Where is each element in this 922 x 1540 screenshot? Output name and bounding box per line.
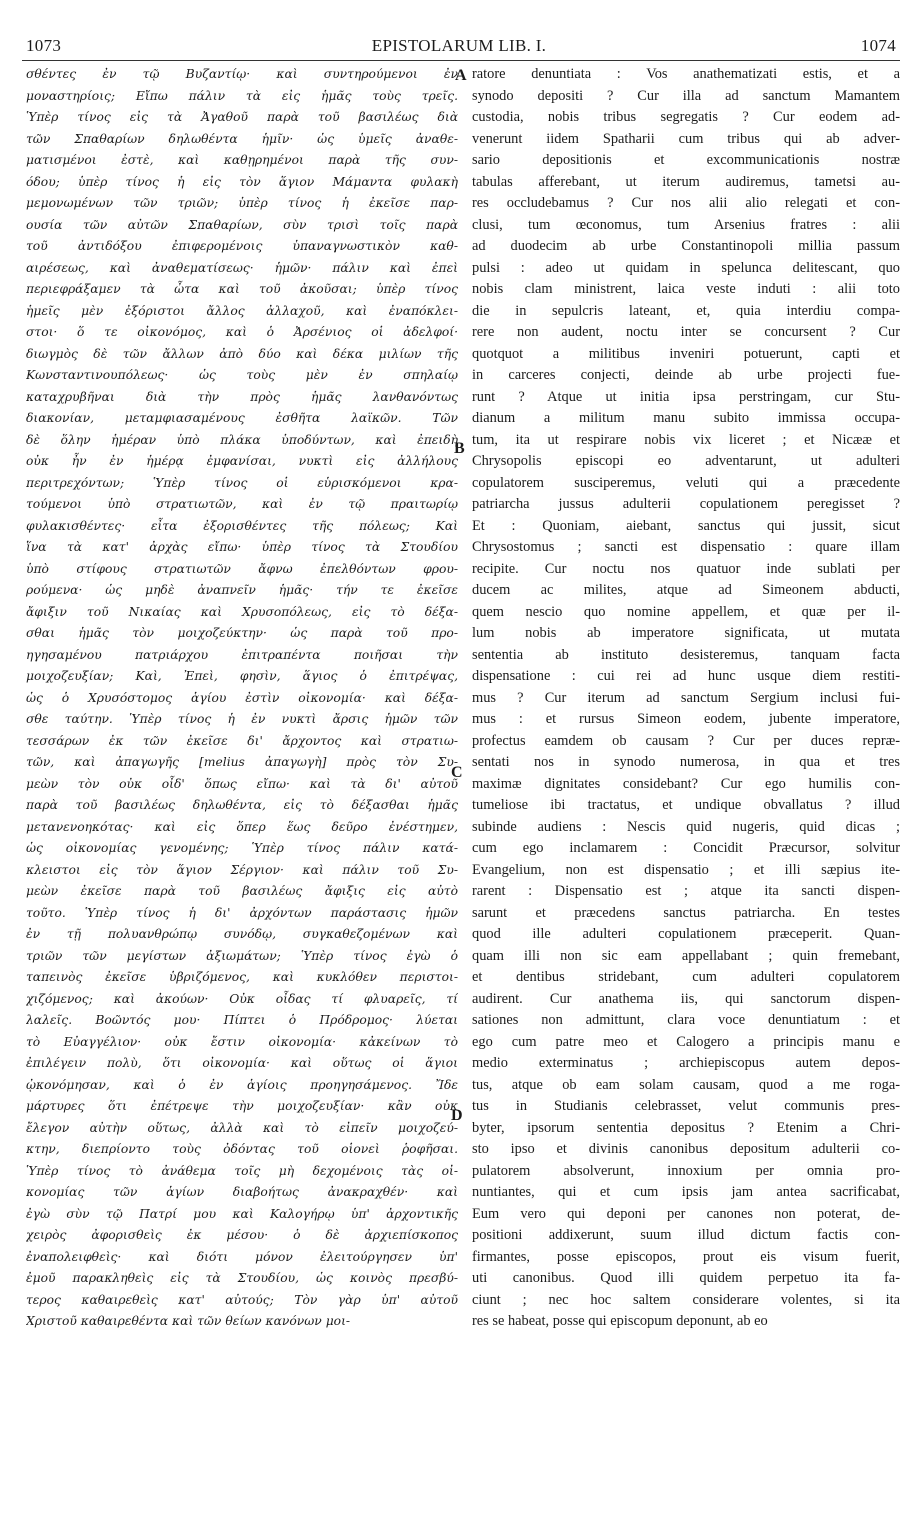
greek-text-line: ἐν τῇ πολυανθρώπῳ συνόδῳ, συγκαθεζομένων καὶ [26,927,458,941]
greek-text-line: τερος καθαιρεθεὶς κατ' αὐτούς; Τὸν γὰρ ὑπ' αὐτοῦ [26,1292,458,1307]
greek-text-line: Κωνσταντινουπόλεως· ὡς τοὺς μὲν ἐν σπηλαίῳ [26,368,458,382]
greek-text-line: κτην, διεπρίοντο τοὺς ὀδόντας τοῦ οἱονεὶ ῥοφῆσαι. [26,1142,458,1156]
latin-text-line: profectus eamdem ob causam ? Cur per duces repræ- [472,732,900,749]
latin-text-line: Et : Quoniam, aiebant, sanctus qui jussit, sicut [472,517,900,534]
greek-text-line: ὑπὸ στίφους στρατιωτῶν ἄφνω ἐπελθόντων φρου- [26,561,458,576]
latin-text-line: lum nobis ab imperatore significata, ut mutata [472,625,900,641]
latin-text-line: uti canonibus. Quod illi quidem perpetuo ita fa- [472,1270,900,1286]
greek-text-line: ἐναπολειφθεὶς· καὶ διότι μόνον ἐλειτούργησεν ὑπ' [26,1249,458,1264]
greek-text-line: όδου; ὑπὲρ τίνος ἡ εἰς τὸν ἅγιον Μάμαντα φυλακὴ [26,174,458,189]
latin-text-line: positioni addixerunt, suum illud dictum factis con- [472,1227,900,1243]
latin-text-column [472,64,900,1333]
latin-text-line: synodo depositi ? Cur illa ad sanctum Mamantem [472,87,900,104]
greek-text-line: μεὼν τὸν οὐκ οἶδ' ὅπως εἴπω· καὶ τὰ δι' αὐτοῦ [26,776,458,791]
greek-text-line: ἐγὼ σὺν τῷ Πατρί μου καὶ Καλογήρῳ ὑπ' ἀρχοντικῆς [26,1206,458,1221]
latin-text-line: sentati nos in synodo numerosa, in qua et tres [472,754,900,770]
latin-text-line: in carceres conjecti, deinde ab urbe projecti fue- [472,367,900,383]
latin-text-line: quam illi non sic eam appellabant ; quin fremebant, [472,947,900,964]
latin-text-line: tum, ita ut respirare nobis vix liceret ; et Nicææ et [472,431,900,448]
greek-text-line: ἐπιλέγειν πολὺ, ὅτι οἰκονομία· καὶ οὕτως οἱ ἅγιοι [26,1056,458,1070]
page-header [22,30,896,60]
greek-text-line: περιεφράξαμεν τὰ ὦτα καὶ τοῦ ἀκοῦσαι; ὑπὲρ τίνος [26,282,458,296]
greek-text-line: διωγμὸς δὲ τῶν ἄλλων ἀπὸ δύο καὶ δέκα μιλίων τῆς [26,346,458,361]
latin-text-line: rere non audent, noctu inter se concursent ? Cur [472,324,900,340]
latin-text-line: venerunt iidem Spatharii cum tribus qui ab adver- [472,130,900,147]
latin-text-line: sarunt et præcedens sanctus patriarcha. En testes [472,904,900,921]
greek-text-line: ηγησαμένου πατριάρχου ἐπιτραπέντα ποιῆσαι τὴν [26,647,458,662]
greek-text-line: τοῦ ἀντιδόξου ἐπιφερομένοις ὑπαναγνωστικὸν καθ- [26,239,458,253]
greek-text-line: ἔλεγον αὐτὴν οὕτως, ἀλλὰ καὶ τὸ εἰπεῖν μοιχοζεύ- [26,1120,458,1135]
latin-text-line: ego cum patre meo et Calogero a principis manu e [472,1033,900,1050]
greek-text-line: χειρὸς ἀφορισθεὶς ἐκ μέσου· ὁ δὲ ἀρχιεπίσκοπος [26,1228,458,1242]
greek-text-line: τὸ Εὐαγγέλιον· οὐκ ἔστιν οἰκονομία· κἀκείνων τὸ [26,1034,458,1049]
latin-text-line: rarent : Dispensatio est ; atque ita sancti dispen- [472,883,900,899]
latin-text-line: Evangelium, non est dispensatio ; et illi sæpius ite- [472,861,900,878]
greek-text-line: μοναστηρίοις; Εἴπω πάλιν τὰ εἰς ἡμᾶς τοὺς τρεῖς. [26,88,458,103]
latin-text-line: tabulas afferebant, ut iterum audiremus, tametsi au- [472,173,900,190]
greek-text-line: ἡμεῖς μὲν ἐξόριστοι ἄλλος ἀλλαχοῦ, καὶ ἐναπόκλει- [26,303,458,318]
latin-text-line: ciunt ; nec hoc saltem considerare volentes, si ita [472,1291,900,1308]
latin-text-line: Chrysostomus ; sancti est dispensatio : quare illam [472,539,900,555]
latin-text-line: patriarcha jussus adulterii copulationem peregisset ? [472,496,900,512]
greek-text-line: αιρέσεως, καὶ ἀναθεματίσεως· ἡμῶν· πάλιν καὶ ἐπεὶ [26,260,458,275]
greek-text-line: τεσσάρων ἐκ τῶν ἐκεῖσε δι' ἄρχοντος καὶ στρατιω- [26,733,458,748]
greek-text-line: ουσία τῶν αὐτῶν Σπαθαρίων, σὺν τρισὶ τοῖς παρὰ [26,217,458,232]
latin-text-line: ratore denuntiata : Vos anathematizati estis, et a [472,66,900,82]
latin-text-line: nobis clam ministrent, laica veste induti : alii toto [472,281,900,297]
greek-text-line: παρὰ τοῦ βασιλέως δηλωθέντα, εἰς τὸ δέξασθαι ἡμᾶς [26,798,458,812]
greek-text-line: ματισμένοι ἐστὲ, καὶ καθῃρημένοι παρὰ τῆς συν- [26,153,458,167]
greek-text-line: μεὼν ἐκεῖσε παρὰ τοῦ βασιλέως ἄφιξις εἰς αὐτὸ [26,884,458,898]
latin-text-line: die in sepulcris lateant, et, quia interdiu compa- [472,302,900,319]
greek-text-line: ταπεινὸς ἐκεῖσε ὑβριζόμενος, καὶ κυκλόθεν περιστοι- [26,970,458,984]
latin-text-line: sario depositionis et excommunicationis nostræ [472,152,900,168]
latin-text-line: ad duodecim ab urbe Constantinopoli millia passum [472,238,900,254]
latin-text-line: custodia, nobis tribus segregatis ? Cur eodem ad- [472,109,900,125]
section-marker-d: D [451,1107,463,1124]
greek-text-line: μάρτυρες ὅτι ἐπέτρεψε τὴν μοιχοζευξίαν· κἂν οὐκ [26,1099,458,1113]
greek-text-line: σθε ταύτην. Ὑπὲρ τίνος ἡ ἐν νυκτὶ ἄρσις ἡμῶν τῶν [26,712,458,726]
section-marker-a: A [455,67,467,84]
latin-text-line: medio exterminatus ; archiepiscopus autem depos- [472,1055,900,1071]
page-number-left: 1073 [26,36,62,55]
latin-text-line: maximæ dignitates considebant? Cur ego humilis con- [472,775,900,792]
greek-text-line: ὡς οἰκονομίας γενομένης; Ὑπὲρ τίνος πάλιν κατά- [26,841,458,855]
greek-text-line: δὲ ὅλην ἡμέραν ὑπὸ πλάκα ὑποδύντων, καὶ ἐπειδὴ [26,432,458,447]
greek-text-line: σθαι ἡμᾶς τὸν μοιχοζεύκτην· ὡς παρὰ τοῦ προ- [26,626,458,640]
latin-text-line: byter, ipsorum sententia depositus ? Etenim a Chri- [472,1119,900,1136]
greek-text-line: κονομίας τῶν ἁγίων διαβοήτως ἀνακραχθέν· καὶ [26,1185,458,1199]
greek-text-line: σθέντες ἐν τῷ Βυζαντίῳ· καὶ συντηρούμενοι ἐν [26,67,458,81]
latin-text-line: firmantes, posse episcopos, prout eis visum fuerit, [472,1248,900,1265]
latin-text-line: pulatorem absolverunt, innoxium per omnia pro- [472,1162,900,1179]
greek-text-column [26,64,458,1333]
latin-text-line: dispensatione : cui rei ad hunc usque diem restiti- [472,668,900,684]
greek-text-line: Ὑπὲρ τίνος τὸ ἀνάθεμα τοῖς μὴ δεχομένοις τὰς οἰ- [26,1163,458,1178]
latin-text-line: nuntiantes, qui et cum ipsis jam antea sacrificabat, [472,1184,900,1200]
latin-text-line: recipite. Cur noctu nos quatuor inde sublati per [472,560,900,577]
latin-text-line: sto ipso et divinis canonibus depositum adulterii co- [472,1141,900,1157]
greek-text-line: μεμονωμένων τῶν τριῶν; ὑπὲρ τίνος ἡ ἐκεῖσε παρ- [26,196,458,210]
latin-text-line: mus : et rursus Simeon eodem, jubente imperatore, [472,711,900,727]
latin-text-line: mus ? Cur iterum ad sanctum Sergium inclusi fui- [472,689,900,706]
latin-text-line: quotquot a militibus inveniri potuerunt, capti et [472,345,900,362]
latin-text-line: sationes non admittunt, clara voce denuntiatum : et [472,1012,900,1028]
greek-text-line: φυλακισθέντες· εἶτα ἐξορισθέντες τῆς πόλεως; Καὶ [26,518,458,533]
latin-text-line: res se habeat, posse qui episcopum deponunt, ab eo [472,1313,768,1329]
latin-text-line: clusi, tum œconomus, tum Arsenius fratres : alii [472,216,900,233]
greek-text-line: τριῶν τῶν μεγίστων ἀξιωμάτων; Ὑπὲρ τίνος ἐγὼ ὁ [26,948,458,963]
greek-text-line: λαλεῖς. Βοῶντός μου· Πίπτει ὁ Πρόδρομος· λύεται [26,1013,458,1027]
latin-text-line: quod ille adulteri copulationem præceperit. Quan- [472,926,900,942]
greek-text-line: μετανενοηκότας· καὶ εἰς ὅπερ ἕως δεῦρο ἐνέστημεν, [26,819,458,834]
header-rule [22,60,900,61]
greek-text-line: ᾠκονόμησαν, καὶ ὁ ἐν ἁγίοις προηγησάμενος. Ἴδε [26,1077,458,1092]
latin-text-line: Eum vero qui deponi per canones non poterat, de- [472,1205,900,1222]
section-marker-b: B [454,440,465,457]
greek-text-line: ἵνα τὰ κατ' ἀρχὰς εἴπω· ὑπὲρ τίνος τὰ Στουδίου [26,540,458,554]
greek-text-line: οὐκ ἦν ἐν ἡμέρᾳ ἐμφανίσαι, νυκτὶ εἰς ἀλλήλους [26,454,458,468]
latin-text-line: quem nescio quo nomine appellem, et quæ per il- [472,603,900,620]
latin-text-line: copulatorem susciperemus, veluti qui a præcedente [472,474,900,491]
greek-text-line: Ὑπὲρ τίνος εἰς τὰ Ἀγαθοῦ παρὰ τοῦ βασιλέως διὰ [26,110,458,124]
greek-text-line: Χριστοῦ καθαιρεθέντα καὶ τῶν θείων κανόνων μοι- [26,1314,351,1328]
greek-text-line: τούμενοι ὑπὸ στρατιωτῶν, καὶ ἐν τῷ πραιτωρίῳ [26,497,458,511]
latin-text-line: tumeliose ibi tractatus, et undique obvallatus ? illud [472,797,900,813]
greek-text-line: στοι· ὅ τε οἰκονόμος, καὶ ὁ Ἀρσένιος οἱ ἀδελφοί· [26,325,458,339]
greek-text-line: τῶν Σπαθαρίων δηλωθέντα ἡμῖν· ὡς ὑμεῖς ἀναθε- [26,131,458,146]
greek-text-line: ἄφιξιν τοῦ Νικαίας καὶ Χρυσοπόλεως, εἰς τὸ δέξα- [26,604,458,619]
greek-text-line: καταχρυβῆναι διὰ τὴν πρὸς ἡμᾶς λανθανόντως [26,389,458,404]
greek-text-line: μοιχοζευξίαν; Καὶ, Ἐπεὶ, φησὶν, ἅγιος ὁ ἐπιτρέψας, [26,669,458,683]
latin-text-line: Chrysopolis episcopi eo adventarunt, ut adulteri [472,453,900,469]
latin-text-line: audirent. Cur anathema iis, qui sanctorum dispen- [472,990,900,1007]
running-title: EPISTOLARUM LIB. I. [371,36,547,55]
greek-text-line: ἐμοῦ παρακληθεὶς εἰς τὰ Στουδίου, ὡς κοινὸς πρεσβύ- [26,1271,458,1285]
greek-text-line: ρούμενα· ὡς μηδὲ ἀναπνεῖν ἡμᾶς· τήν τε ἐκεῖσε [26,583,458,597]
latin-text-line: runt ? Atque ut initia ipsa perstringam, cur Stu- [472,388,900,405]
greek-text-line: τοῦτο. Ὑπὲρ τίνος ἡ δι' ἀρχόντων παράστασις ἡμῶν [26,905,458,920]
greek-text-line: χιζόμενος; καὶ ἀκούων· Οὐκ οἶδας τί φλυαρεῖς, τί [26,991,458,1006]
latin-text-line: tus in Studianis celebrasset, velut communis pres- [472,1098,900,1114]
latin-text-line: sententia ab instituto desisteremus, tanquam facta [472,646,900,663]
latin-text-line: dianum a militum manu subito immissa occupa- [472,410,900,426]
greek-text-line: διακονίαν, μεταμφιασαμένους ἐσθῆτα λαϊκῶν. Τῶν [26,411,458,425]
greek-text-line: κλειστοι εἰς τὸν ἅγιον Σέργιον· καὶ πάλιν τοῦ Συ- [26,862,458,877]
latin-text-line: tus, atque ob eam solam causam, quod a me roga- [472,1076,900,1093]
greek-text-line: περιτρεχόντων; Ὑπὲρ τίνος οἱ εὑρισκόμενοι κρα- [26,475,458,490]
section-marker-c: C [451,764,463,781]
latin-text-line: cum ego inclamarem : Concidit Præcursor, solvitur [472,840,900,856]
latin-text-line: et dentibus stridebant, cum adulteri copulatorem [472,969,900,985]
latin-text-line: ducem ac milites, atque ad Simeonem abducti, [472,582,900,598]
page-number-right: 1074 [860,36,896,55]
greek-text-line: ὡς ὁ Χρυσόστομος ἁγίου ἐστὶν οἰκονομία· καὶ δέξα- [26,690,458,705]
latin-text-line: subinde audiens : Nescis quid nugeris, quid dicas ; [472,818,900,835]
latin-text-line: res occludebamus ? Cur nos alii alio relegati et con- [472,195,900,211]
greek-text-line: τῶν, καὶ ἀπαγωγῆς [melius ἀπαγωγὴ] πρὸς τὸν Συ- [26,755,458,769]
latin-text-line: pulsi : adeo ut quidam in spelunca delitescant, quo [472,259,900,276]
